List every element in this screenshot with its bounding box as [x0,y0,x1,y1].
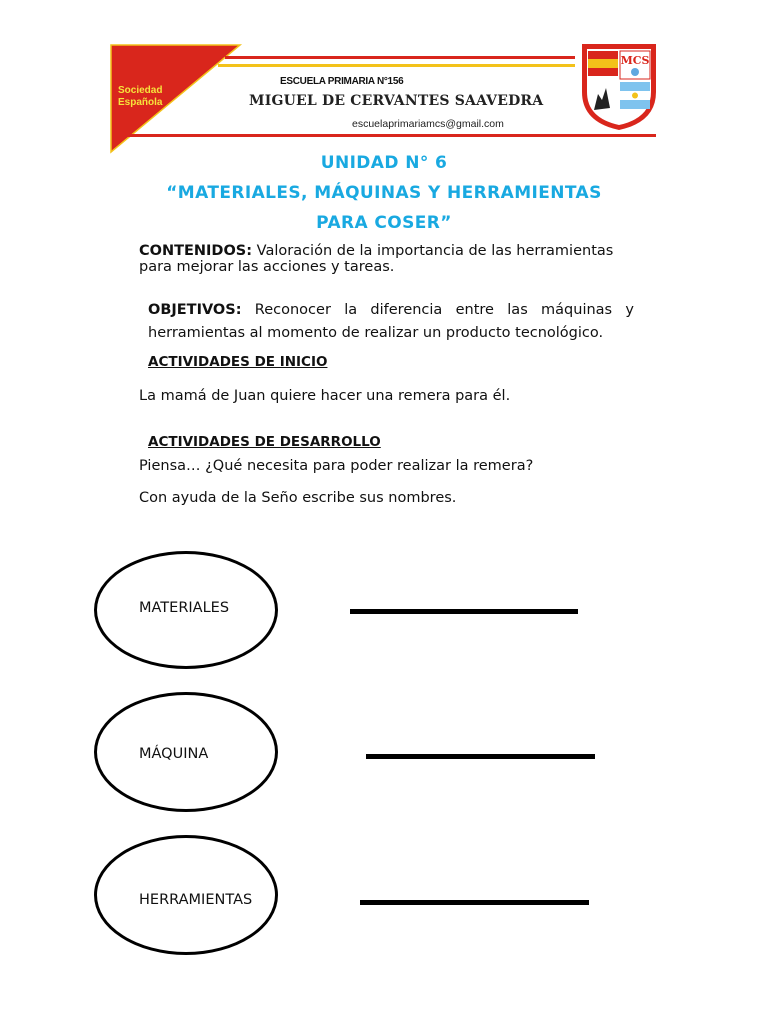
answer-line-herramientas[interactable] [360,900,589,905]
objetivos-label: OBJETIVOS: [148,302,242,318]
main-title-line1: “MATERIALES, MÁQUINAS Y HERRAMIENTAS [166,183,602,203]
school-crest-icon [580,42,658,132]
oval-label-maquina: MÁQUINA [139,746,209,762]
objetivos-paragraph [148,299,634,345]
header-stripe-red-top [225,56,575,59]
actividades-inicio-heading: ACTIVIDADES DE INICIO [148,354,328,370]
school-name: MIGUEL DE CERVANTES SAAVEDRA [249,93,544,109]
letterhead [0,0,768,155]
objetivos-text: Reconocer la diferencia entre las máquinas y herramientas al momento de realizar un producto tecnológico. [148,302,634,341]
desarrollo-question: Piensa… ¿Qué necesita para poder realizar la remera? [139,458,534,474]
header-stripe-yellow [218,64,575,67]
answer-line-maquina[interactable] [366,754,595,759]
oval-label-herramientas: HERRAMIENTAS [139,892,253,908]
unit-title: UNIDAD N° 6 [320,153,448,173]
contenidos-label: CONTENIDOS: [139,243,253,259]
school-email: escuelaprimariamcs@gmail.com [352,118,504,130]
answer-line-materiales[interactable] [350,609,578,614]
main-title-line2: PARA COSER” [316,213,452,233]
inicio-text: La mamá de Juan quiere hacer una remera para él. [139,388,511,404]
header-stripe-red-bottom [112,134,656,137]
logo-text: Sociedad Española [118,85,163,108]
school-number: ESCUELA PRIMARIA N°156 [280,76,404,87]
crest-letters: MCS [620,54,650,67]
contenidos-text: Valoración de la importancia de las herramientas para mejorar las acciones y tareas. [139,243,614,275]
contenidos-paragraph [139,243,644,275]
actividades-desarrollo-heading: ACTIVIDADES DE DESARROLLO [148,434,381,450]
oval-label-materiales: MATERIALES [139,600,230,616]
desarrollo-instruction: Con ayuda de la Seño escribe sus nombres. [139,490,457,506]
